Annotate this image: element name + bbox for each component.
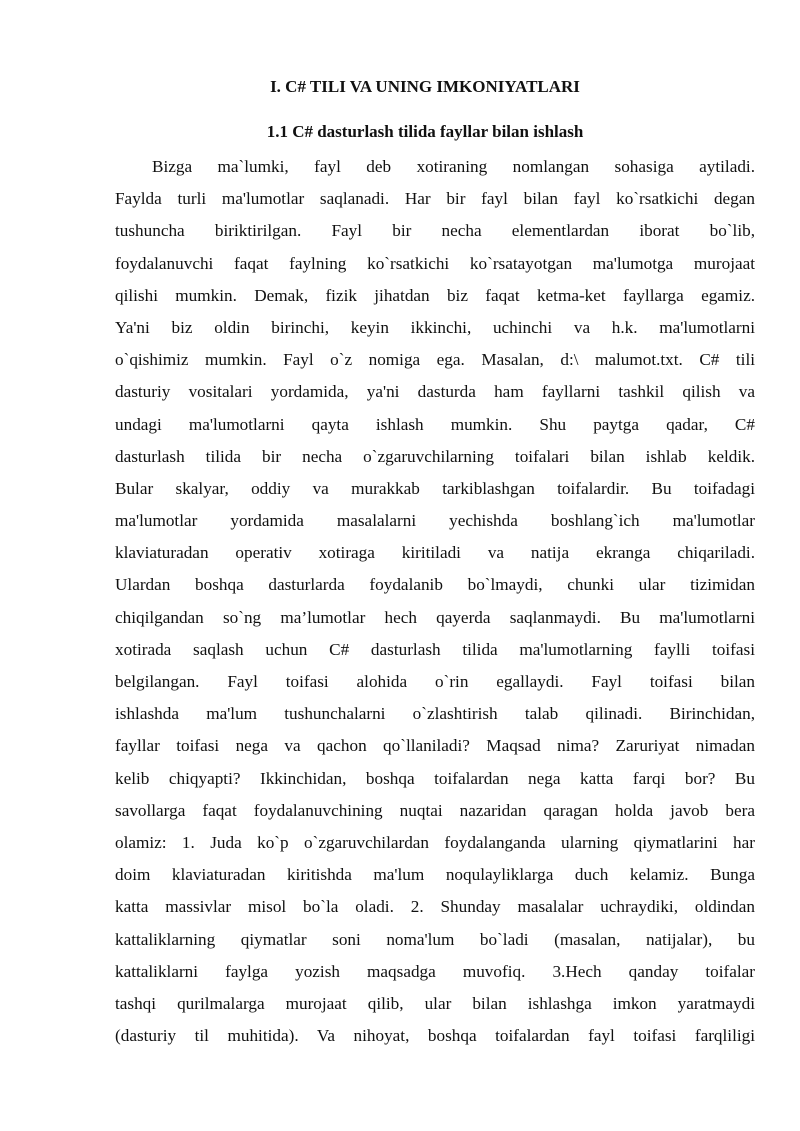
text-line: savollarga faqat foydalanuvchining nuqtai nazaridan qaragan holda javob bera <box>115 800 755 820</box>
text-line: Ya'ni biz oldin birinchi, keyin ikkinchi, uchinchi va h.k. ma'lumotlarni <box>115 317 755 337</box>
text-line: olamiz: 1. Juda ko`p o`zgaruvchilardan foydalanganda ularning qiymatlarini har <box>115 832 755 852</box>
text-line: tashqi qurilmalarga murojaat qilib, ular bilan ishlashga imkon yaratmaydi <box>115 993 755 1013</box>
text-line: xotirada saqlash uchun C# dasturlash tilida ma'lumotlarning faylli toifasi <box>115 639 755 659</box>
text-line: o`qishimiz mumkin. Fayl o`z nomiga ega. Masalan, d:\ malumot.txt. C# tili <box>115 350 755 370</box>
text-line: katta massivlar misol bo`la oladi. 2. Shunday masalalar uchraydiki, oldindan <box>115 897 755 917</box>
text-line: ma'lumotlar yordamida masalalarni yechishda boshlang`ich ma'lumotlar <box>115 511 755 531</box>
text-line: Bizga ma`lumki, fayl deb xotiraning nomlangan sohasiga aytiladi. <box>152 157 755 176</box>
text-line: dasturiy vositalari yordamida, ya'ni dasturda ham fayllarni tashkil qilish va <box>115 382 755 402</box>
body-paragraph <box>115 151 755 1052</box>
text-line: Ulardan boshqa dasturlarda foydalanib bo`lmaydi, chunki ular tizimidan <box>115 575 755 595</box>
text-line: chiqilgandan so`ng ma’lumotlar hech qayerda saqlanmaydi. Bu ma'lumotlarni <box>115 607 755 627</box>
text-line: Bular skalyar, oddiy va murakkab tarkiblashgan toifalardir. Bu toifadagi <box>115 478 755 498</box>
text-line: dasturlash tilida bir necha o`zgaruvchilarning toifalari bilan ishlab keldik. <box>115 446 755 466</box>
section-title: 1.1 C# dasturlash tilida fayllar bilan ishlash <box>266 122 584 141</box>
text-line: foydalanuvchi faqat faylning ko`rsatkichi ko`rsatayotgan ma'lumotga murojaat <box>115 253 755 273</box>
text-line: (dasturiy til muhitida). Va nihoyat, boshqa toifalardan fayl toifasi farqliligi <box>115 1026 755 1046</box>
text-line: Faylda turli ma'lumotlar saqlanadi. Har bir fayl bilan fayl ko`rsatkichi degan <box>115 189 755 209</box>
text-line: kattaliklarning qiymatlar soni noma'lum bo`ladi (masalan, natijalar), bu <box>115 929 755 949</box>
text-line: tushuncha biriktirilgan. Fayl bir necha elementlardan iborat bo`lib, <box>115 221 755 241</box>
text-line: doim klaviaturadan kiritishda ma'lum noqulayliklarga duch kelamiz. Bunga <box>115 865 755 885</box>
text-line: klaviaturadan operativ xotiraga kiritiladi va natija ekranga chiqariladi. <box>115 543 755 563</box>
text-line: fayllar toifasi nega va qachon qo`llaniladi? Maqsad nima? Zaruriyat nimadan <box>115 736 755 756</box>
text-line: kattaliklarni faylga yozish maqsadga muvofiq. 3.Hech qanday toifalar <box>115 961 755 981</box>
text-line: belgilangan. Fayl toifasi alohida o`rin egallaydi. Fayl toifasi bilan <box>115 672 755 691</box>
chapter-title: I. C# TILI VA UNING IMKONIYATLARI <box>270 77 580 96</box>
text-line: kelib chiqyapti? Ikkinchidan, boshqa toifalardan nega katta farqi bor? Bu <box>115 768 755 788</box>
text-line: undagi ma'lumotlarni qayta ishlash mumkin. Shu paytga qadar, C# <box>115 414 755 434</box>
text-line: qilishi mumkin. Demak, fizik jihatdan biz faqat ketma-ket fayllarga egamiz. <box>115 285 755 305</box>
text-line: ishlashda ma'lum tushunchalarni o`zlashtirish talab qilinadi. Birinchidan, <box>115 704 755 724</box>
